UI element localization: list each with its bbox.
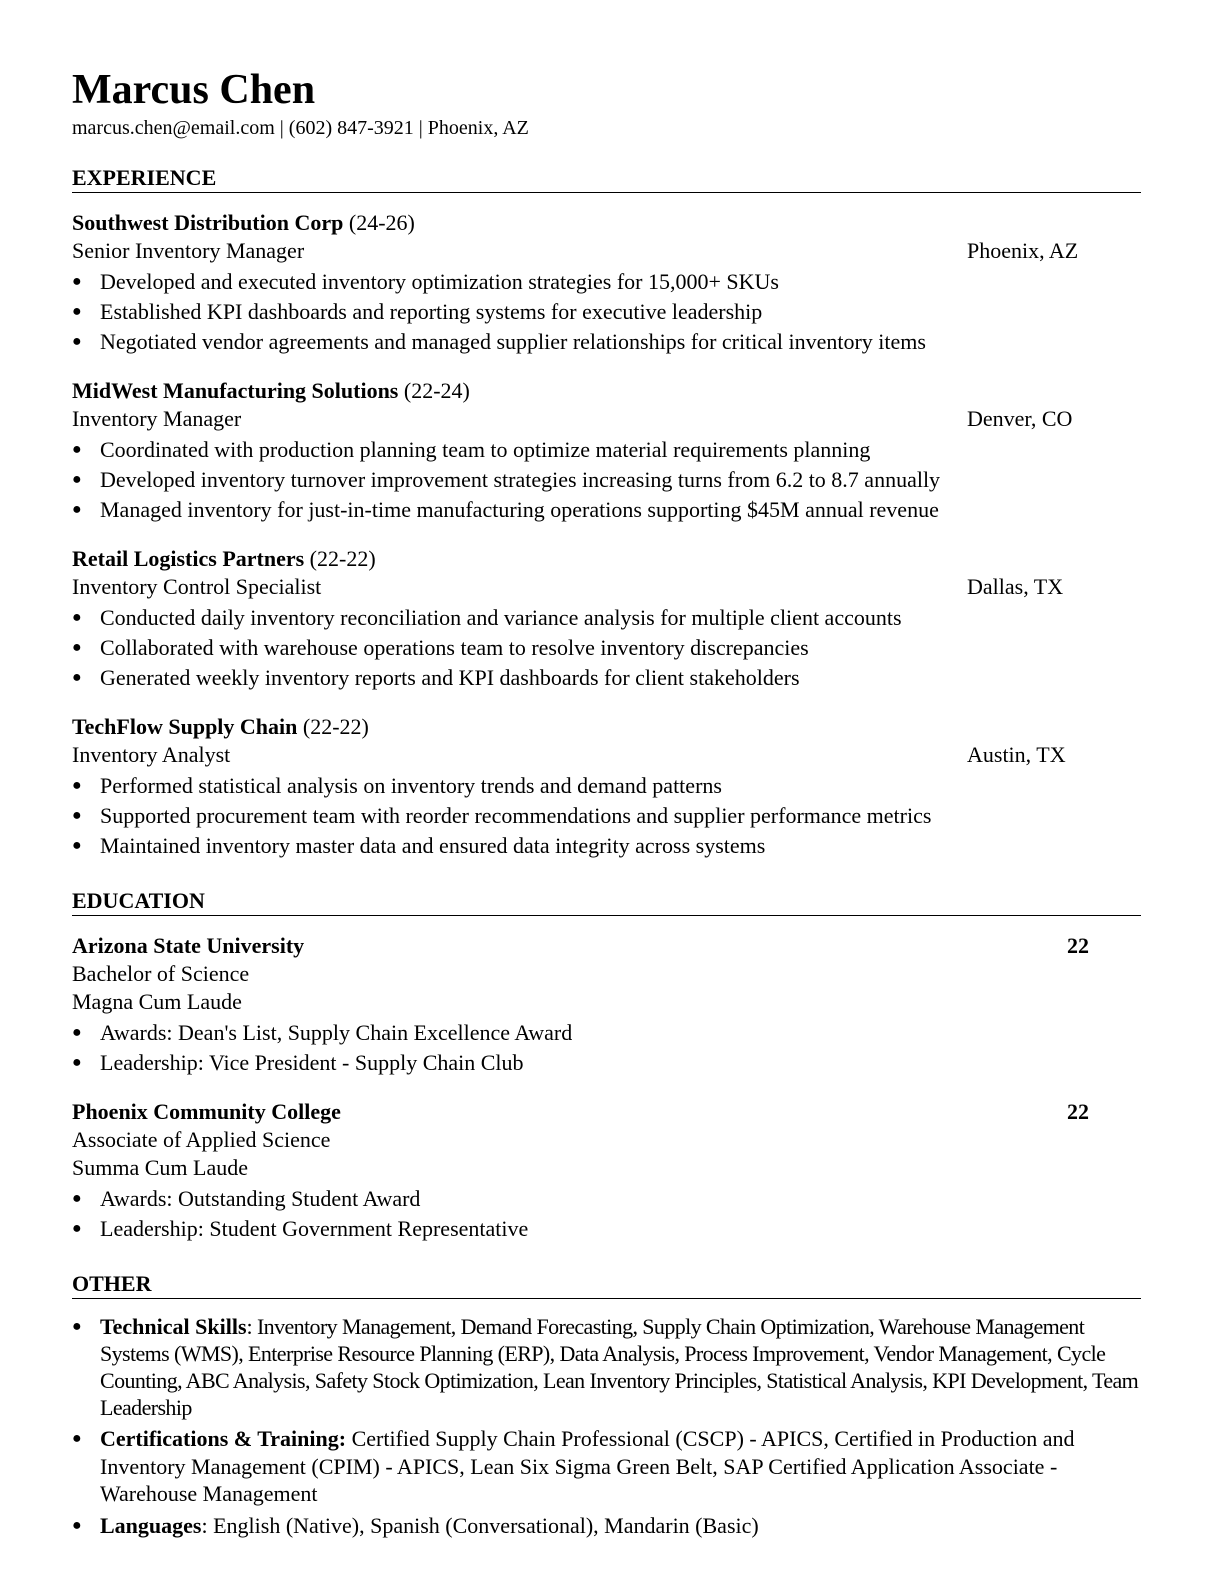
list-item: ● Managed inventory for just-in-time manufacturing operations supporting $45M annual revenue: [72, 495, 1141, 525]
education-heading: EDUCATION: [72, 887, 1141, 916]
school-bullets: [72, 1184, 1141, 1244]
list-item: ● Developed inventory turnover improvement strategies increasing turns from 6.2 to 8.7 annually: [72, 465, 1141, 495]
resume-page: [72, 64, 1141, 1543]
item-text: Inventory Management, Demand Forecasting, Supply Chain Optimization, Warehouse Management Systems (WMS), Enterprise Resource Planning (ERP), Data Analysis, Process Improvement, Vendor Management, Cycle Counting, ABC Analysis, Safety Stock Optimization, Lean Inventory Principles, Statistical Analysis, KPI Development, Team Leadership: [100, 1314, 1139, 1420]
list-item: ● Developed and executed inventory optimization strategies for 15,000+ SKUs: [72, 267, 1141, 297]
school-bullets: [72, 1018, 1141, 1078]
job-location: Austin, TX: [967, 742, 1066, 767]
job-dates: (22-24): [398, 378, 470, 403]
job-role: Inventory Analyst: [72, 742, 231, 767]
job-entry: [72, 713, 1141, 861]
list-item: ● Awards: Outstanding Student Award: [72, 1184, 1141, 1214]
job-header: [72, 377, 470, 405]
job-dates: (22-22): [304, 546, 376, 571]
job-role: Senior Inventory Manager: [72, 238, 305, 263]
list-item: ● Leadership: Vice President - Supply Chain Club: [72, 1048, 1141, 1078]
item-label: Certifications & Training:: [100, 1426, 347, 1451]
item-text: English (Native), Spanish (Conversational), Mandarin (Basic): [213, 1512, 759, 1538]
item-label: Technical Skills: [100, 1314, 247, 1339]
school-entry: [72, 1098, 1141, 1244]
list-item: ● Conducted daily inventory reconciliation and variance analysis for multiple client accounts: [72, 603, 1141, 633]
job-role: Inventory Control Specialist: [72, 574, 322, 599]
item-separator: :: [201, 1512, 214, 1538]
school-entry: [72, 932, 1141, 1078]
list-item: ● Supported procurement team with reorder recommendations and supplier performance metrics: [72, 801, 1141, 831]
item-label: Languages: [100, 1512, 202, 1538]
company-name: MidWest Manufacturing Solutions: [72, 378, 399, 403]
item-text: Certified Supply Chain Professional (CSCP) - APICS, Certified in Production and Inventory Management (CPIM) - APICS, Lean Six Sigma Green Belt, SAP Certified Application Associate - Warehouse Management: [100, 1426, 1075, 1506]
job-location: Denver, CO: [967, 406, 1073, 431]
list-item: ● Collaborated with warehouse operations team to resolve inventory discrepancies: [72, 633, 1141, 663]
job-entry: [72, 209, 1141, 357]
list-item: ● Leadership: Student Government Representative: [72, 1214, 1141, 1244]
job-header: [72, 209, 415, 237]
company-name: Retail Logistics Partners: [72, 546, 305, 571]
job-location: Phoenix, AZ: [967, 238, 1079, 263]
list-item: ● Performed statistical analysis on inventory trends and demand patterns: [72, 771, 1141, 801]
technical-skills-item: [72, 1313, 1141, 1421]
experience-heading: EXPERIENCE: [72, 164, 1141, 193]
list-item: ● Coordinated with production planning team to optimize material requirements planning: [72, 435, 1141, 465]
degree: Bachelor of Science: [72, 961, 250, 986]
company-name: Southwest Distribution Corp: [72, 210, 344, 235]
job-dates: (22-22): [297, 714, 369, 739]
list-item: ● Awards: Dean's List, Supply Chain Excellence Award: [72, 1018, 1141, 1048]
job-location: Dallas, TX: [967, 574, 1064, 599]
item-separator: :: [246, 1314, 257, 1339]
graduation-year: 22: [1067, 933, 1089, 958]
contact-line: marcus.chen@email.com | (602) 847-3921 | Phoenix, AZ: [72, 117, 529, 139]
languages-item: [72, 1512, 1141, 1540]
job-bullets: [72, 603, 1141, 693]
honors: Magna Cum Laude: [72, 989, 242, 1014]
list-item: ● Generated weekly inventory reports and KPI dashboards for client stakeholders: [72, 663, 1141, 693]
job-dates: (24-26): [343, 210, 415, 235]
job-bullets: [72, 435, 1141, 525]
job-header: [72, 545, 376, 573]
graduation-year: 22: [1067, 1099, 1089, 1124]
other-heading: OTHER: [72, 1270, 1141, 1299]
list-item: ● Negotiated vendor agreements and managed supplier relationships for critical inventory items: [72, 327, 1141, 357]
job-header: [72, 713, 369, 741]
list-item: ● Established KPI dashboards and reporting systems for executive leadership: [72, 297, 1141, 327]
candidate-name: Marcus Chen: [72, 67, 316, 113]
job-entry: [72, 377, 1141, 525]
other-list: [72, 1313, 1141, 1539]
degree: Associate of Applied Science: [72, 1127, 331, 1152]
certifications-item: [72, 1425, 1141, 1508]
company-name: TechFlow Supply Chain: [72, 714, 298, 739]
job-bullets: [72, 267, 1141, 357]
job-entry: [72, 545, 1141, 693]
job-role: Inventory Manager: [72, 406, 242, 431]
list-item: ● Maintained inventory master data and ensured data integrity across systems: [72, 831, 1141, 861]
job-bullets: [72, 771, 1141, 861]
honors: Summa Cum Laude: [72, 1155, 248, 1180]
school-name: Arizona State University: [72, 933, 305, 958]
school-name: Phoenix Community College: [72, 1099, 341, 1124]
